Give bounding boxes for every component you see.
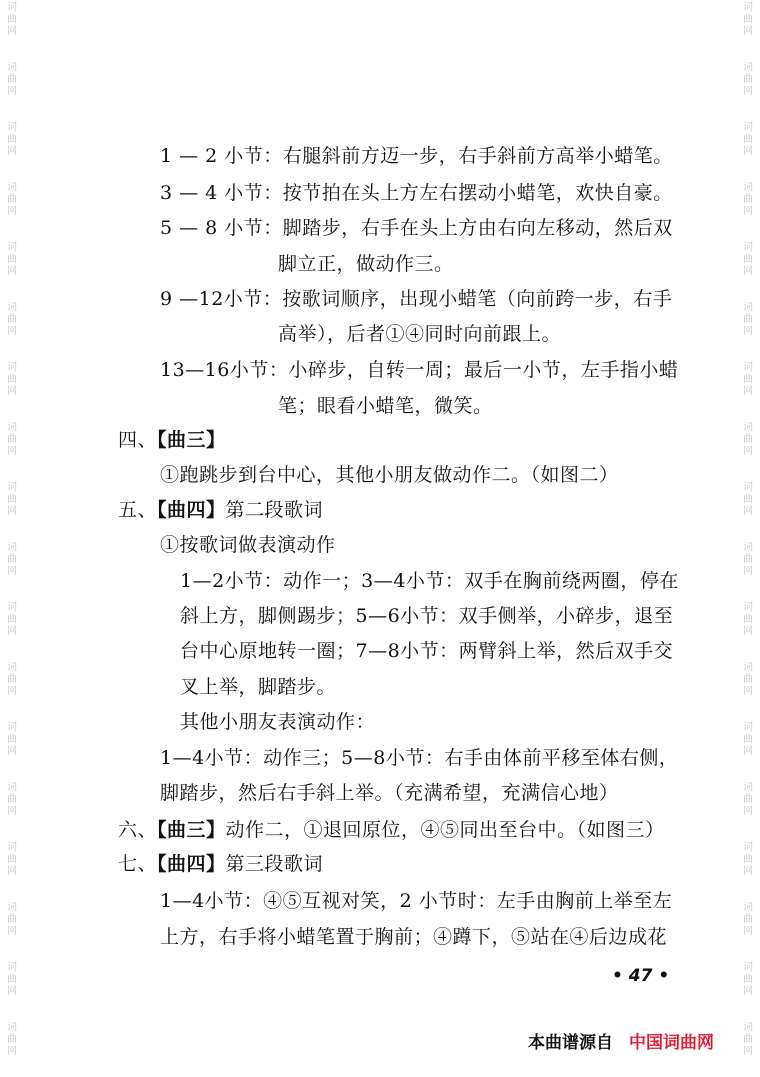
watermark: 词 曲 网 (7, 842, 17, 877)
watermark: 词 曲 网 (7, 302, 17, 337)
section-number: 五、 (118, 499, 158, 521)
body-line: 3 — 4 小节：按节拍在头上方左右摆动小蜡笔，欢快自豪。 (160, 182, 673, 204)
watermark: 词 曲 网 (743, 422, 753, 457)
watermark: 词 曲 网 (7, 902, 17, 937)
section-number: 六、 (118, 819, 158, 841)
watermark: 词 曲 网 (743, 782, 753, 817)
tune-label: 【曲四】 (157, 853, 226, 875)
watermark-column-right (739, 0, 757, 1077)
section-text: 第二段歌词 (225, 499, 324, 521)
body-line: 9 —12小节：按歌词顺序，出现小蜡笔（向前跨一步，右手 (160, 288, 673, 310)
body-line: 1 — 2 小节：右腿斜前方迈一步，右手斜前方高举小蜡笔。 (160, 145, 673, 167)
watermark: 词 曲 网 (7, 2, 17, 37)
watermark: 词 曲 网 (7, 1022, 17, 1057)
watermark: 词 曲 网 (7, 242, 17, 277)
watermark: 词 曲 网 (743, 2, 753, 37)
watermark: 词 曲 网 (7, 602, 17, 637)
body-line: 5 — 8 小节：脚踏步，右手在头上方由右向左移动，然后双 (160, 217, 673, 239)
body-line: ①按歌词做表演动作 (160, 534, 336, 556)
watermark: 词 曲 网 (743, 1022, 753, 1057)
body-line: 高举），后者①④同时向前跟上。 (278, 323, 562, 345)
watermark: 词 曲 网 (7, 182, 17, 217)
body-line: 13—16小节：小碎步，自转一周；最后一小节，左手指小蜡 (160, 359, 679, 381)
body-line: 斜上方，脚侧踢步；5—6小节：双手侧举，小碎步，退至 (180, 605, 674, 627)
watermark: 词 曲 网 (7, 422, 17, 457)
section-heading-7 (118, 851, 323, 877)
section-heading-5 (118, 497, 323, 523)
section-text: 第三段歌词 (225, 853, 324, 875)
watermark: 词 曲 网 (743, 482, 753, 517)
section-number: 七、 (118, 853, 158, 875)
watermark: 词 曲 网 (743, 62, 753, 97)
section-heading-6 (118, 817, 665, 843)
body-line: 其他小朋友表演动作： (180, 711, 376, 733)
body-line: 1—4小节：动作三；5—8小节：右手由体前平移至体右侧， (160, 747, 679, 769)
watermark: 词 曲 网 (7, 122, 17, 157)
watermark: 词 曲 网 (743, 182, 753, 217)
source-credit (528, 1028, 714, 1053)
source-site-link[interactable]: 中国词曲网 (629, 1033, 714, 1053)
body-line: 叉上举，脚踏步。 (180, 676, 337, 698)
section-number: 四、 (118, 429, 158, 451)
body-line: 脚立正，做动作三。 (278, 253, 454, 275)
watermark: 词 曲 网 (743, 842, 753, 877)
tune-label: 【曲三】 (157, 429, 226, 451)
tune-label: 【曲四】 (157, 499, 226, 521)
watermark: 词 曲 网 (743, 722, 753, 757)
body-line: 1—2小节：动作一；3—4小节：双手在胸前绕两圈，停在 (180, 570, 679, 592)
body-line: 脚踏步，然后右手斜上举。（充满希望，充满信心地） (160, 782, 619, 804)
watermark-column-left (3, 0, 21, 1077)
watermark: 词 曲 网 (7, 542, 17, 577)
section-text: 动作二，①退回原位，④⑤同出至台中。（如图三） (225, 819, 665, 841)
watermark: 词 曲 网 (743, 362, 753, 397)
source-prefix: 本曲谱源自 (528, 1033, 613, 1053)
watermark: 词 曲 网 (7, 362, 17, 397)
watermark: 词 曲 网 (743, 602, 753, 637)
watermark: 词 曲 网 (7, 62, 17, 97)
body-line: ①跑跳步到台中心，其他小朋友做动作二。（如图二） (160, 464, 619, 486)
watermark: 词 曲 网 (743, 662, 753, 697)
watermark: 词 曲 网 (743, 122, 753, 157)
watermark: 词 曲 网 (7, 482, 17, 517)
watermark: 词 曲 网 (7, 722, 17, 757)
body-line: 上方，右手将小蜡笔置于胸前；④蹲下，⑤站在④后边成花 (160, 926, 668, 948)
watermark: 词 曲 网 (743, 962, 753, 997)
section-heading-4 (118, 427, 226, 453)
body-line: 台中心原地转一圈；7—8小节：两臂斜上举，然后双手交 (180, 640, 674, 662)
tune-label: 【曲三】 (157, 819, 226, 841)
watermark: 词 曲 网 (743, 542, 753, 577)
body-line: 1—4小节：④⑤互视对笑，2 小节时：左手由胸前上举至左 (160, 890, 673, 912)
watermark: 词 曲 网 (743, 902, 753, 937)
page-number: • 47 • (612, 966, 670, 986)
watermark: 词 曲 网 (7, 782, 17, 817)
watermark: 词 曲 网 (7, 962, 17, 997)
watermark: 词 曲 网 (743, 302, 753, 337)
body-line: 笔；眼看小蜡笔，微笑。 (278, 395, 493, 417)
watermark: 词 曲 网 (7, 662, 17, 697)
watermark: 词 曲 网 (743, 242, 753, 277)
